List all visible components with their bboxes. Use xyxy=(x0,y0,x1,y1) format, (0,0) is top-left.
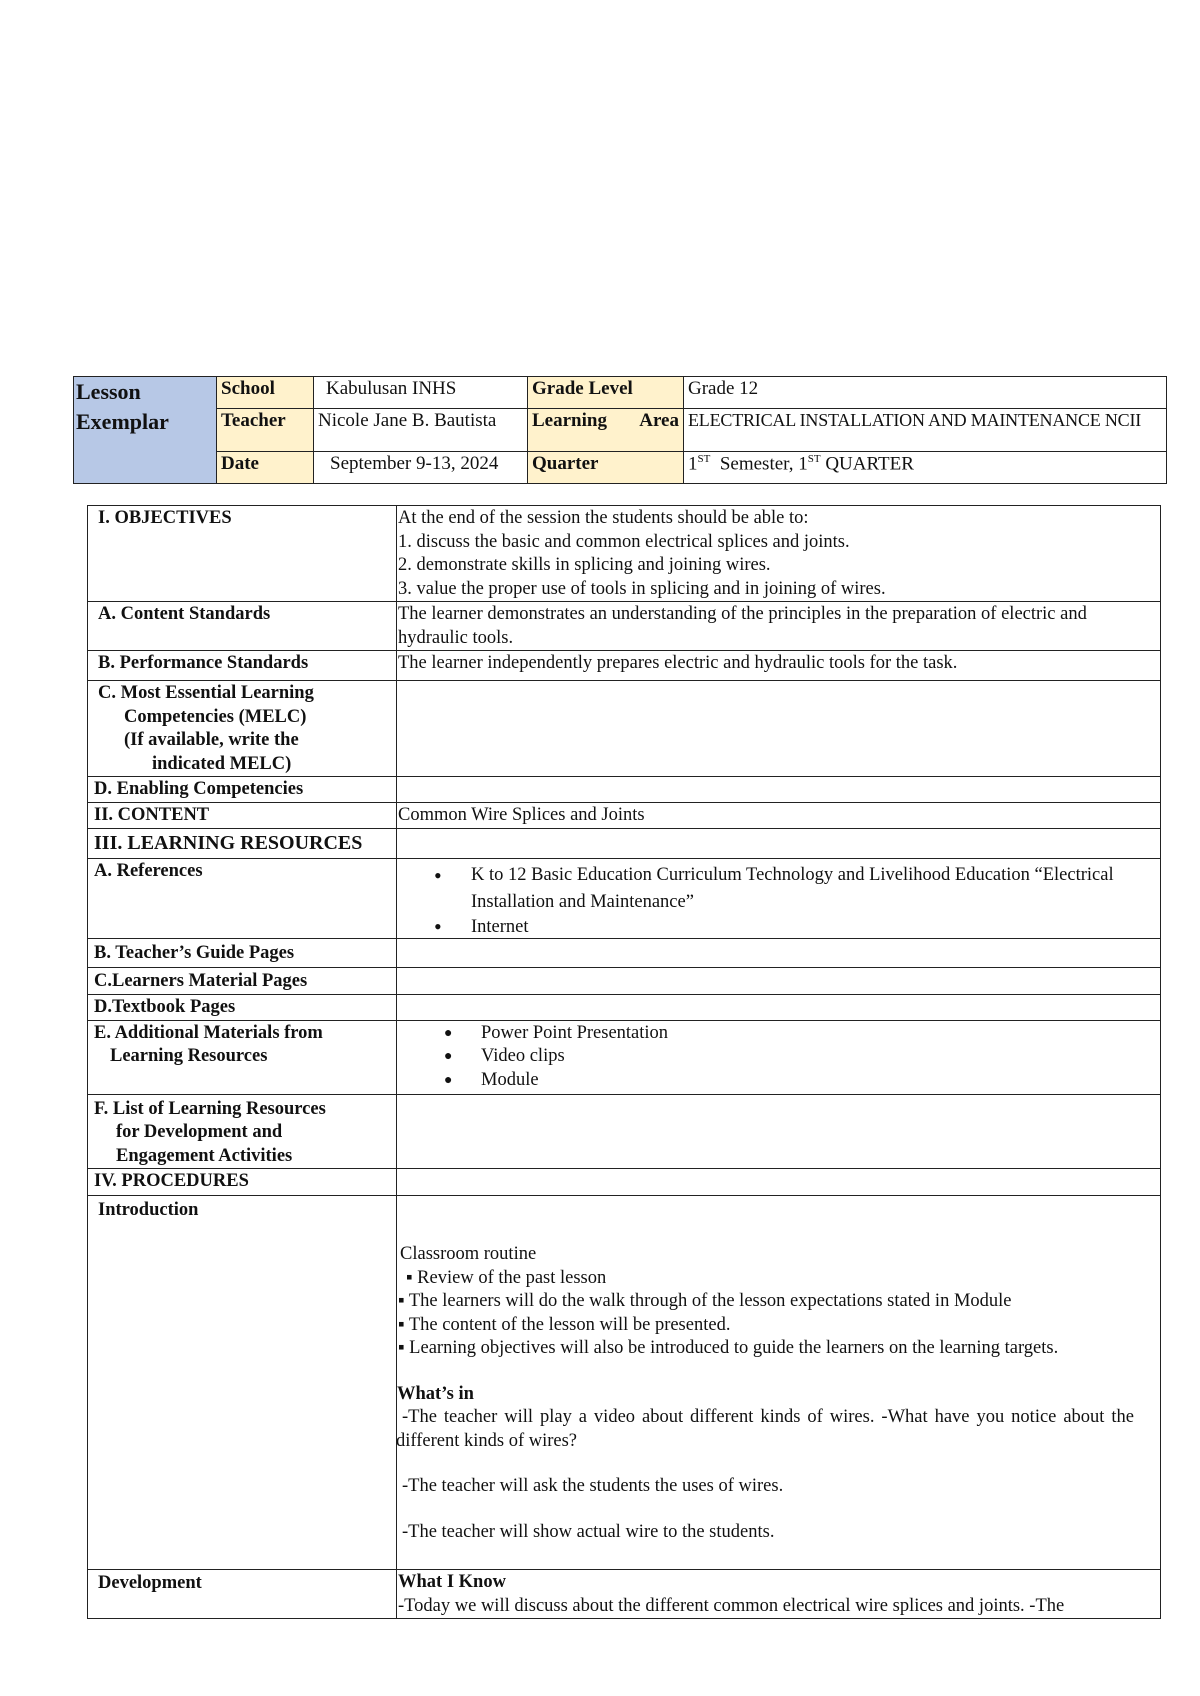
list-resources-label: F. List of Learning Resources for Development and Engagement Activities xyxy=(88,1094,397,1169)
whats-in-text: -The teacher will ask the students the uses of wires. xyxy=(402,1476,784,1496)
content-standards-row xyxy=(88,602,1161,651)
learning-area-value: ELECTRICAL INSTALLATION AND MAINTENANCE NCII xyxy=(684,409,1167,452)
objectives-content xyxy=(397,506,1161,602)
material-item: ● Video clips xyxy=(398,1045,1158,1069)
performance-standards-label: B. Performance Standards xyxy=(88,651,397,681)
content-value: Common Wire Splices and Joints xyxy=(397,802,1161,828)
lesson-exemplar-title: Lesson Exemplar xyxy=(74,377,217,484)
development-content xyxy=(397,1570,1161,1619)
teachers-guide-label: B. Teacher’s Guide Pages xyxy=(88,938,397,967)
procedures-label: IV. PROCEDURES xyxy=(88,1169,397,1196)
school-label: School xyxy=(217,377,314,409)
enabling-value xyxy=(397,777,1161,803)
routine-item: ▪ Learning objectives will also be introduced to guide the learners on the learning targets. xyxy=(398,1338,1059,1358)
lesson-plan-table xyxy=(87,505,1161,1619)
references-row xyxy=(88,858,1161,938)
enabling-label: D. Enabling Competencies xyxy=(88,777,397,803)
content-label: II. CONTENT xyxy=(88,802,397,828)
list-resources-row xyxy=(88,1094,1161,1169)
objectives-line: 2. demonstrate skills in splicing and joining wires. xyxy=(398,555,771,575)
routine-item: ▪ The content of the lesson will be presented. xyxy=(398,1314,731,1335)
textbook-label: D.Textbook Pages xyxy=(88,994,397,1020)
teachers-guide-row xyxy=(88,938,1161,967)
quarter-value: 1ST Semester, 1ST QUARTER xyxy=(684,452,1167,484)
development-text: -Today we will discuss about the different common electrical wire splices and joints. -The xyxy=(398,1595,1065,1616)
references-label: A. References xyxy=(88,858,397,938)
teachers-guide-value xyxy=(397,938,1161,967)
procedures-row xyxy=(88,1169,1161,1196)
objectives-row xyxy=(88,506,1161,602)
introduction-content xyxy=(397,1196,1161,1570)
resources-row xyxy=(88,828,1161,858)
reference-item: • Internet xyxy=(398,916,1158,938)
date-value: September 9-13, 2024 xyxy=(314,452,528,484)
teacher-label: Teacher xyxy=(217,409,314,452)
routine-item: ▪ Review of the past lesson xyxy=(406,1267,607,1288)
textbook-row xyxy=(88,994,1161,1020)
enabling-row xyxy=(88,777,1161,803)
melc-value xyxy=(397,681,1161,777)
date-label: Date xyxy=(217,452,314,484)
resources-label: III. LEARNING RESOURCES xyxy=(88,828,397,858)
objectives-label: I. OBJECTIVES xyxy=(88,506,397,602)
whats-in-title: What’s in xyxy=(397,1383,474,1404)
routine-item: ▪ The learners will do the walk through of the lesson expectations stated in Module xyxy=(398,1291,1012,1311)
additional-materials-content xyxy=(397,1020,1161,1094)
development-label: Development xyxy=(88,1570,397,1619)
content-row xyxy=(88,802,1161,828)
whats-in-text: -The teacher will show actual wire to the students. xyxy=(402,1521,775,1542)
learners-material-row xyxy=(88,967,1161,994)
grade-level-value: Grade 12 xyxy=(684,377,1167,409)
melc-label: C. Most Essential Learning Competencies (MELC) (If available, write the indicated MELC) xyxy=(88,681,397,777)
learners-material-value xyxy=(397,967,1161,994)
performance-standards-value: The learner independently prepares electric and hydraulic tools for the task. xyxy=(397,651,1161,681)
resources-value xyxy=(397,828,1161,858)
list-resources-value xyxy=(397,1094,1161,1169)
introduction-row xyxy=(88,1196,1161,1570)
whats-in-text: -The teacher will play a video about different kinds of wires. -What have you notice about the different kinds of wires? xyxy=(396,1407,1134,1451)
textbook-value xyxy=(397,994,1161,1020)
objectives-line: 1. discuss the basic and common electrical splices and joints. xyxy=(398,531,850,552)
material-item: ● Power Point Presentation xyxy=(398,1022,1158,1046)
content-standards-label: A. Content Standards xyxy=(88,602,397,651)
objectives-line: At the end of the session the students should be able to: xyxy=(398,508,809,528)
development-row xyxy=(88,1570,1161,1619)
school-value: Kabulusan INHS xyxy=(314,377,528,409)
learning-area-label: Learning Area xyxy=(528,409,684,452)
classroom-routine: Classroom routine xyxy=(400,1244,537,1264)
content-standards-value: The learner demonstrates an understanding of the principles in the preparation of electric and hydraulic tools. xyxy=(397,602,1161,651)
references-content xyxy=(397,858,1161,938)
procedures-value xyxy=(397,1169,1161,1196)
grade-level-label: Grade Level xyxy=(528,377,684,409)
additional-materials-label: E. Additional Materials from Learning Resources xyxy=(88,1020,397,1094)
performance-standards-row xyxy=(88,651,1161,681)
reference-item: • K to 12 Basic Education Curriculum Technology and Livelihood Education “Electrical Installation and Maintenance” xyxy=(398,862,1158,916)
melc-row xyxy=(88,681,1161,777)
objectives-line: 3. value the proper use of tools in splicing and in joining of wires. xyxy=(398,578,886,599)
material-item: ● Module xyxy=(398,1069,1158,1093)
what-i-know-title: What I Know xyxy=(398,1572,506,1592)
header-table xyxy=(73,376,1167,484)
learners-material-label: C.Learners Material Pages xyxy=(88,967,397,994)
introduction-label: Introduction xyxy=(88,1196,397,1570)
quarter-label: Quarter xyxy=(528,452,684,484)
additional-materials-row xyxy=(88,1020,1161,1094)
teacher-value: Nicole Jane B. Bautista xyxy=(314,409,528,452)
